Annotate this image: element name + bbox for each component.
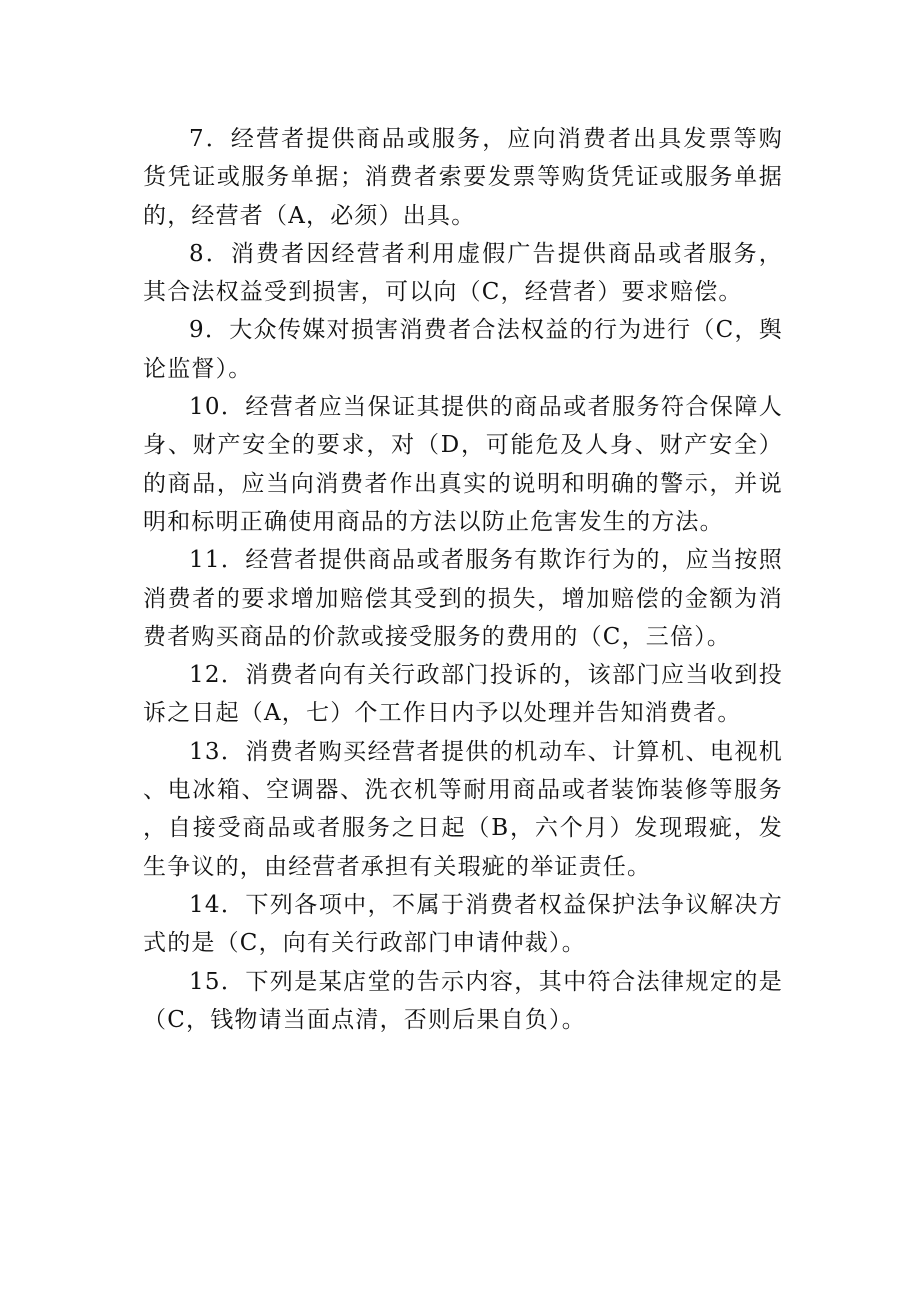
question-9: 9．大众传媒对损害消费者合法权益的行为进行（C，舆论监督）。 <box>143 317 783 382</box>
question-11: 11．经营者提供商品或者服务有欺诈行为的，应当按照消费者的要求增加赔偿其受到的损失，增加赔偿的金额为消费者购买商品的价款或接受服务的费用的（C，三倍）。 <box>143 547 783 650</box>
question-7: 7．经营者提供商品或服务，应向消费者出具发票等购货凭证或服务单据；消费者索要发票等购货凭证或服务单据的，经营者（A，必须）出具。 <box>143 126 783 229</box>
question-14: 14．下列各项中，不属于消费者权益保护法争议解决方式的是（C，向有关行政部门申请仲裁）。 <box>143 891 783 957</box>
document-page <box>143 120 783 1039</box>
question-15: 15．下列是某店堂的告示内容，其中符合法律规定的是（C，钱物请当面点清，否则后果自负）。 <box>143 968 783 1033</box>
question-10: 10．经营者应当保证其提供的商品或者服务符合保障人身、财产安全的要求，对（D，可能危及人身、财产安全）的商品，应当向消费者作出真实的说明和明确的警示，并说明和标明正确使用商品的方法以防止危害发生的方法。 <box>143 394 783 535</box>
question-12: 12．消费者向有关行政部门投诉的，该部门应当收到投诉之日起（A，七）个工作日内予以处理并告知消费者。 <box>143 662 783 727</box>
question-8: 8．消费者因经营者利用虚假广告提供商品或者服务，其合法权益受到损害，可以向（C，经营者）要求赔偿。 <box>143 240 783 306</box>
question-13: 13．消费者购买经营者提供的机动车、计算机、电视机、电冰箱、空调器、洗衣机等耐用商品或者装饰装修等服务，自接受商品或者服务之日起（B，六个月）发现瑕疵，发生争议的，由经营者承担有关瑕疵的举证责任。 <box>143 738 783 880</box>
